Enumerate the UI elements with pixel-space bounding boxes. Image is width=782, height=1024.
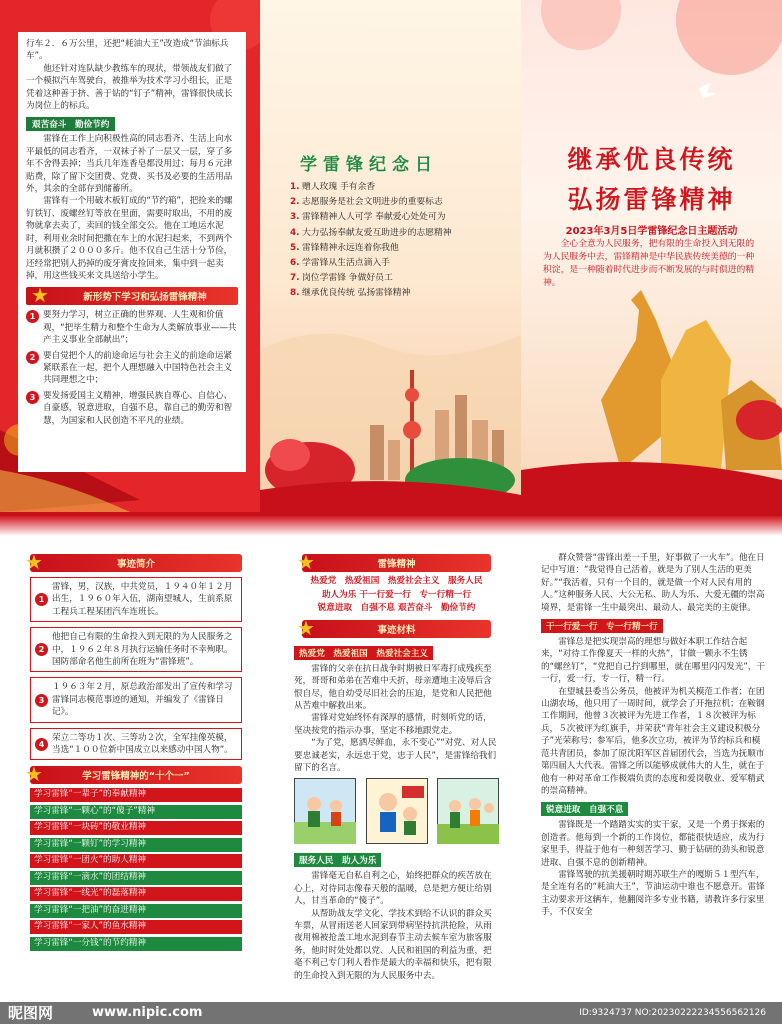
- right-text-section: [541, 552, 766, 919]
- comic-panel-1: [294, 778, 356, 844]
- main-title-line2: 弘扬雷锋精神: [567, 185, 736, 214]
- deed-para: 雷锋毫无自私自利之心，始终把群众的疾苦放在心上，对待同志像春天般的温暖，总是把方便让给别人，甘当革命的“傻子”。: [294, 871, 492, 907]
- list-item: 学习雷锋“一把油”的奋进精神: [30, 904, 242, 918]
- star-icon: ★: [25, 762, 43, 787]
- list-item: 学习雷锋“一辈子”的奉献精神: [30, 788, 242, 802]
- hard-para-2: 雷锋有一个用破木板钉成的“节约箱”，把捡来的螺钉铁钉、废螺丝钉等放在里面，需要时取出，不用的废物就拿去卖了，卖回的钱全部交公。他在工地运水泥时，利用业余时间把撒在车上的水泥扫起来，不到两个月就积攒了２０００多斤。他不仅自己生活十分节俭，还经常把别人扔掉的废牙膏皮捡回来，集中到一起卖掉，用这些钱买来文具送给小学生。: [26, 196, 233, 281]
- list-item: 5. 雷锋精神永远连着你我他: [290, 242, 399, 253]
- tag-love-job: 干一行爱一行 专一行精一行: [541, 619, 663, 633]
- list-item: 学习雷锋“一颗钉”的学习精神: [30, 838, 242, 852]
- watermark-logo: 昵图网: [8, 1004, 54, 1022]
- brochure-inner-side: [0, 516, 782, 1024]
- head-deeds: ★ 事迹材料: [302, 620, 491, 638]
- comic-strip: [294, 778, 499, 844]
- star-icon: ★: [297, 550, 315, 574]
- text-card: [18, 32, 246, 472]
- head-ten-ones: ★ 学习雷锋精神的“十个一”: [30, 766, 242, 784]
- list-item: 学习雷锋“一团火”的助人精神: [30, 854, 242, 868]
- tag-enterprising: 锐意进取 自强不息: [541, 802, 628, 816]
- inner-left-panel: [0, 516, 260, 1024]
- head-biography: ★ 事迹简介: [30, 554, 242, 572]
- spirit-line: 助人为乐 干一行爱一行 专一行精一行: [321, 589, 472, 600]
- outer-left-panel: [0, 0, 260, 512]
- watermark-id: ID:9324737 NO:20230222234556562126: [579, 1008, 766, 1018]
- list-item: 2 要自觉把个人的前途命运与社会主义的前途命运紧紧联系在一起，把个人理想融入中国特色社会主义共同理想之中；: [26, 350, 238, 387]
- list-item: 学习雷锋“一滴水”的团结精神: [30, 871, 242, 885]
- list-item: 学习雷锋“一分钱”的节约精神: [30, 937, 242, 951]
- banner-new-era: ★ 新形势下学习和弘扬雷锋精神: [26, 287, 238, 305]
- outer-right-panel: [521, 0, 782, 512]
- tag-hard-work: 艰苦奋斗 勤俭节约: [26, 117, 115, 131]
- list-item: 学习雷锋“一家人”的鱼水精神: [30, 920, 242, 934]
- list-item: 8. 继承优良传统 弘扬雷锋精神: [290, 288, 411, 299]
- outer-middle-panel: [260, 0, 521, 512]
- list-item: 1 要努力学习，树立正确的世界观、人生观和价值观，“把毕生精力和整个生命为人类解放事业——共产主义事业全部献出”；: [26, 309, 238, 346]
- tag-serve-people: 服务人民 助人为乐: [294, 853, 381, 867]
- inner-right-panel: [521, 516, 782, 1024]
- intro-para-1: 行车２．６万公里，还把“耗油大王”改造成“节油标兵车”。: [26, 39, 229, 62]
- list-item: 1. 赠人玫瑰 手有余香: [290, 182, 376, 192]
- fact-section: [25, 550, 242, 953]
- list-item: 7. 岗位学雷锋 争做好员工: [290, 273, 393, 284]
- description: 全心全意为人民服务，把有限的生命投入到无限的为人民服务中去，雷锋精神是中华民族传统美德的一种积淀，是一种随着时代进步而不断发展的与时俱进的精神。: [543, 239, 755, 288]
- subtitle: 2023年3月5日学雷锋纪念日主题活动: [565, 226, 738, 237]
- star-icon: ★: [25, 550, 43, 574]
- deed-para: 雷锋对党始终怀有深厚的感情，时刻听党的话，坚决按党的指示办事，坚定不移地跟党走。: [294, 713, 492, 736]
- list-item: 3. 雷锋精神人人可学 奉献爱心处处可为: [290, 212, 446, 223]
- deed-para: 从帮助战友学文化、学技术到给不认识的群众买车票，从冒雨送老人回家到带病坚持抗洪抢险，从雨夜用棉被抢盖工地水泥到春节主动去候车室为旅客服务，他时时处处都以党、人民和祖国的利益为重，把毫不利己专门利人看作是最大的幸福和快乐，把有限的生命投入到无限的为人民服务中去。: [294, 908, 492, 981]
- intro-para-2: 他还针对连队缺少教练车的现状，带领战友们做了一个模拟汽车驾驶台，被推举为技术学习小组长，正是凭着这种善于挤、善于钻的“钉子”精神，雷锋很快成长为岗位上的标兵。: [26, 63, 233, 112]
- list-item: 学习雷锋“一颗心”的“傻子”精神: [30, 805, 242, 819]
- tag-love-party: 热爱党 热爱祖国 热爱社会主义: [294, 646, 433, 660]
- hard-para-1: 雷锋在工作上向积极性高的同志看齐、生活上向水平最低的同志看齐，一双袜子补了一层又一层，穿了多年不舍得丢掉；当兵几年连香皂都没用过；每月６元津贴费，除了留下交团费、党费、买书及必要的生活用品外，其余的全部存到储蓄所。: [26, 134, 233, 195]
- fact-item: 3 １９６３年２月，原总政治部发出了宣传和学习雷锋同志模范事迹的通知，并编发了《雷锋日记》。: [30, 677, 242, 722]
- deed-para: “为了党，愿洒尽鲜血，永不变心”“对党、对人民要忠诚老实，永远忠于党，忠于人民”，是雷锋给我们留下的名言。: [294, 738, 497, 774]
- list-item: 学习雷锋“一线光”的磊落精神: [30, 887, 242, 901]
- fact-item: 1 雷锋，男，汉族，中共党员，１９４０年１２月出生，１９６０年入伍，湖南望城人，生前系原工程兵工程某团汽车连班长。: [30, 577, 242, 622]
- main-title-line1: 继承优良传统: [567, 145, 736, 174]
- fact-item: 4 荣立二等功１次、三等功２次，全军挂像英模，当选“１００位新中国成立以来感动中国人物”。: [30, 728, 242, 761]
- star-icon: ★: [297, 615, 315, 640]
- list-item: 3 要发扬爱国主义精神，增强民族自尊心、自信心、自豪感，锐意进取，自强不息，靠自己的勤劳和智慧，为国家和人民创造不平凡的业绩。: [26, 390, 238, 427]
- deed-para: 群众赞誉“雷锋出差一千里，好事做了一火车”。他在日记中写道：“我觉得自己活着，就是为了别人生活的更美好。”“我活着，只有一个目的，就是做一个对人民有用的人。”这种服务人民、大公无私、助人为乐、大爱无疆的崇高境界，是雷锋一生中最突出、最动人、最完美的主旋律。: [541, 553, 765, 613]
- list-item: 4. 大力弘扬奉献友爱互助进步的志愿精神: [290, 227, 452, 238]
- head-spirit: ★ 雷锋精神: [302, 554, 491, 572]
- inner-middle-panel: [260, 516, 521, 1024]
- slogan-list: [290, 180, 515, 302]
- page-title: 学雷锋纪念日: [300, 155, 438, 175]
- deed-para: 雷锋的父亲在抗日战争时期被日军毒打成残疾至死，哥哥和弟弟在苦难中夭折，母亲遭地主凌辱后含恨自尽，他自幼受尽旧社会的压迫，是党和人民把他从苦难中解救出来。: [294, 663, 492, 711]
- mid-title-blocks: [300, 150, 480, 176]
- deed-para: 在望城县委当公务员，他被评为机关模范工作者；在团山湖农场，他只用了一周时间，就学会了开拖拉机；在鞍钢工作期间，他曾３次被评为先进工作者，１８次被评为标兵，５次被评为红旗手，并荣获“青年社会主义建设积极分子”光荣称号；参军后，他多次立功，被评为节约标兵和模范共青团员，参加了原沈阳军区首届团代会，当选为抚顺市第四届人大代表。雷锋之所以能够成就伟大的人生，就在于他有一种对革命工作极端负责的态度和爱岗敬业、爱军精武的崇高精神。: [541, 686, 765, 796]
- story-section: [294, 550, 499, 982]
- spirit-line: 锐意进取 自强不息 艰苦奋斗 勤俭节约: [317, 603, 476, 614]
- deed-para: 雷锋驾驶的抗美援朝时期苏联生产的嘎斯５１型汽车，是全连有名的“耗油大王”，节油运动中谁也不愿意开。雷锋主动要求开这辆车，他翻阅许多专业书籍，请教许多行家里手，不仅安全: [541, 869, 765, 918]
- fact-item: 2 他把自己有限的生命投入到无限的为人民服务之中，１９６２年８月执行运输任务时不幸殉职。国防部命名他生前所在班为“雷锋班”。: [30, 627, 242, 672]
- comic-panel-2: [366, 778, 428, 844]
- deed-para: 雷锋总是把实现崇高的理想与做好本职工作结合起来，“对待工作像夏天一样的火热”，甘做一颗永不生锈的“螺丝钉”，“党把自己拧到哪里，就在哪里闪闪发光”，干一行，爱一行，专一行，精一行。: [541, 637, 766, 685]
- spirit-line: 热爱党 热爱祖国 热爱社会主义 服务人民: [310, 576, 483, 586]
- site-watermark: [0, 1002, 782, 1024]
- list-item: 2. 志愿服务是社会文明进步的重要标志: [290, 197, 443, 208]
- comic-panel-3: [437, 778, 499, 844]
- watermark-url: www.nipic.com: [92, 1005, 203, 1020]
- list-item: 6. 学雷锋从生活点滴入手: [290, 258, 390, 269]
- star-icon: ★: [31, 283, 49, 308]
- list-item: 学习雷锋“一块砖”的敬业精神: [30, 821, 242, 835]
- deed-para: 雷锋既是一个踏踏实实的实干家，又是一个勇于探索的创造者。他每到一个新的工作岗位，都能很快适应，成为行家里手，得益于他有一种刻苦学习、勤于钻研的劲头和锐意进取、自强不息的创新精神。: [541, 820, 765, 868]
